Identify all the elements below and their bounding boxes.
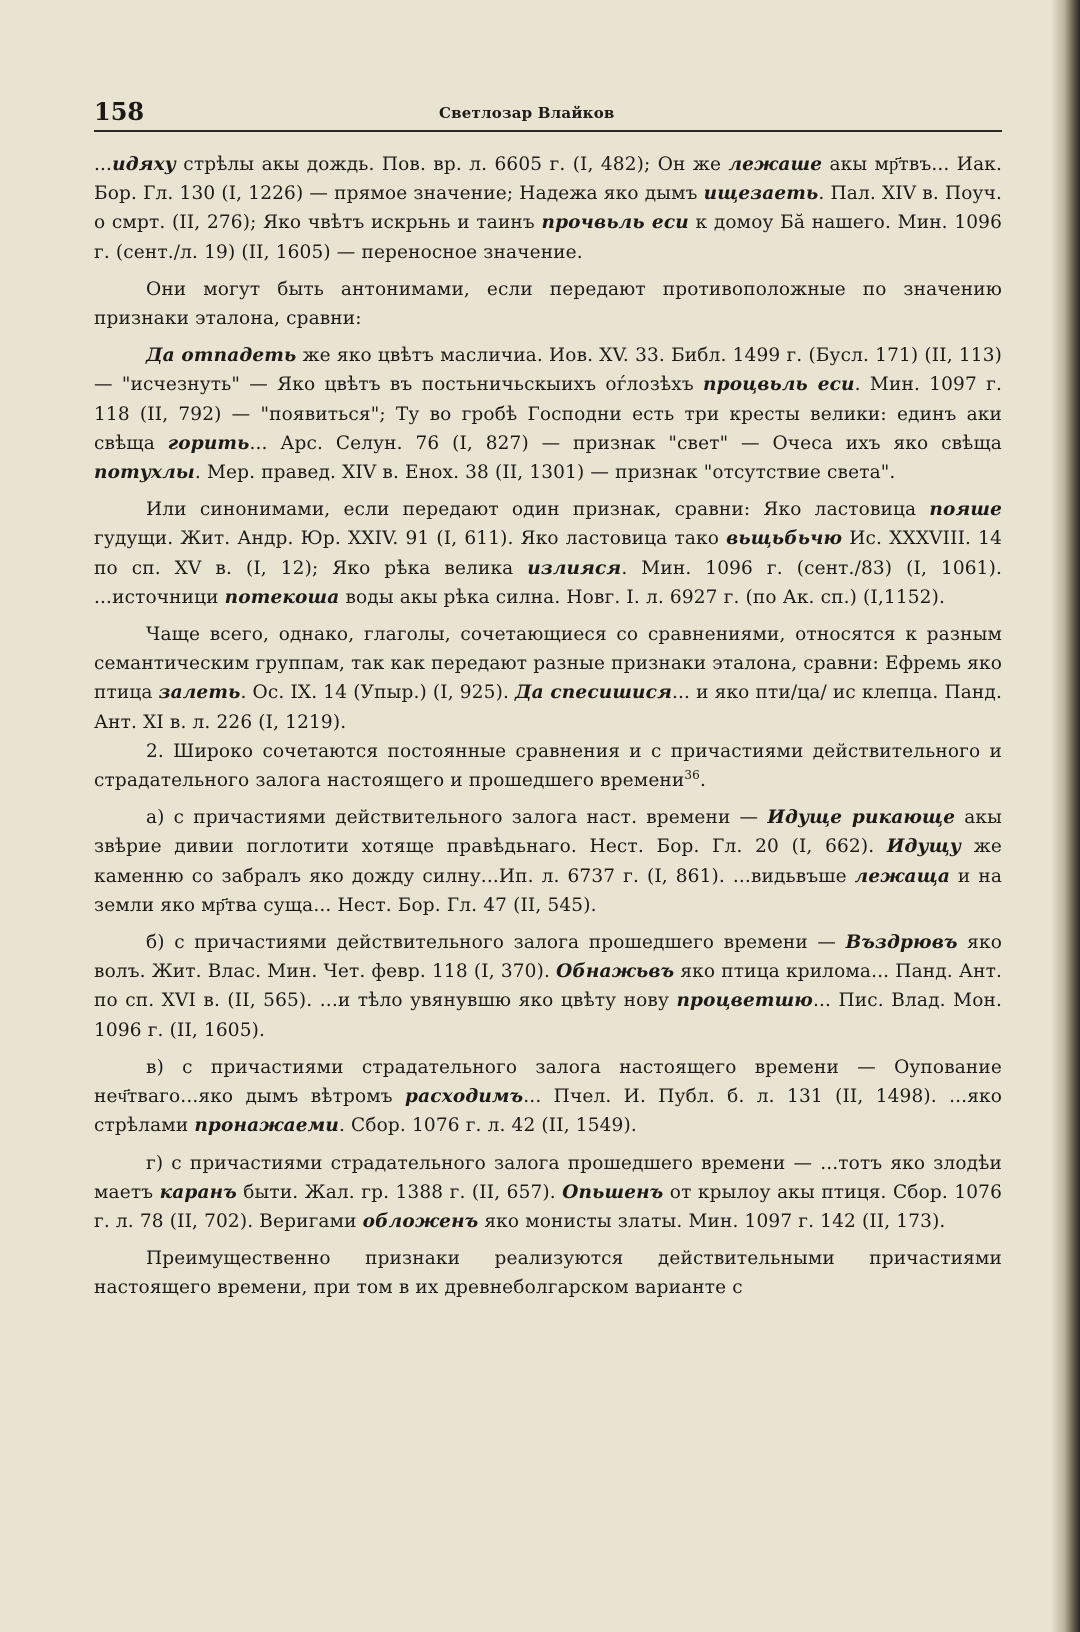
book-spine-shadow (1052, 0, 1080, 1632)
italic-run: Идущу (886, 836, 962, 858)
text-run: яко птица крилома... Панд. Ант. по сп. XVI в. (II, 565). ...и тѣло увянувшю яко цвѣту нову (94, 961, 1002, 1012)
book-page (94, 90, 1002, 1303)
text-run: к домоу Бӑ нашего. Мин. 1096 г. (сент./л. 19) (II, 1605) — переносное значение. (94, 212, 1003, 263)
paragraph-2 (94, 275, 1002, 333)
text-run: б) с причастиями действительного залога прошедшего времени — (146, 932, 846, 954)
text-run: ... Пис. Влад. Мон. 1096 г. (II, 1605). (94, 990, 1002, 1041)
italic-run: обложенъ (362, 1210, 479, 1232)
text-run: . Мин. 1096 г. (сент./83) (I, 1061). ...источници (94, 557, 1002, 608)
italic-run: горить (167, 432, 250, 454)
italic-run: вьщьбьчю (726, 528, 843, 550)
italic-run: пронажаеми (194, 1115, 339, 1137)
italic-run: каранъ (159, 1181, 237, 1203)
text-run: . Пал. XIV в. Поуч. о смрт. (II, 276); Яко чвѣтъ искрьнь и таинъ (94, 183, 1002, 234)
text-run: . Мин. 1097 г. 118 (II, 792) — "появиться"; Ту во гробѣ Господни есть три кресты велики: единъ аки свѣща (94, 374, 1002, 454)
text-run: ... Арс. Селун. 76 (I, 827) — признак "свет" — Очеса ихъ яко свѣща (249, 432, 1002, 454)
paragraph-8 (94, 928, 1002, 1045)
italic-run: залеть (158, 682, 241, 704)
paragraph-4 (94, 495, 1002, 612)
italic-run: излияся (527, 557, 622, 579)
text-run: и на земли яко мр҃тва суща... Нест. Бор. Гл. 47 (II, 545). (94, 865, 1003, 916)
text-run: 2. Широко сочетаются постоянные сравнения и с причастиями действительного и страдательного залога настоящего и прошедшего времени (94, 740, 1002, 792)
text-run: а) с причастиями действительного залога наст. времени — (146, 807, 768, 829)
paragraph-11 (94, 1244, 1002, 1302)
text-run: . Ос. IX. 14 (Упыр.) (I, 925). (240, 682, 516, 704)
italic-run: расходимъ (405, 1086, 524, 1108)
page-header (94, 90, 1002, 132)
italic-run: потухлы (94, 462, 195, 484)
paragraph-9 (94, 1053, 1002, 1141)
text-run: акы звѣрие дивии поглотити хотяще правѣдьнаго. Нест. Бор. Гл. 20 (I, 662). (94, 807, 1002, 858)
text-run: ... и яко пти/ца/ ис клепца. Панд. Ант. XI в. л. 226 (I, 1219). (94, 682, 1002, 733)
italic-run: лежаше (728, 154, 823, 175)
text-run: воды акы рѣка силна. Новг. I. л. 6927 г. (по Ак. сп.) (I,1152). (339, 586, 945, 608)
page-number: 158 (94, 97, 145, 126)
running-title: Светлозар Влайков (439, 104, 615, 122)
text-run: от крылоу акы птиця. Сбор. 1076 г. л. 78 (II, 702). Веригами (94, 1181, 1003, 1232)
italic-run: прочвьль еси (541, 212, 689, 234)
text-run: быти. Жал. гр. 1388 г. (II, 657). (236, 1181, 563, 1203)
italic-run: Идуще рикающе (767, 807, 956, 829)
text-run: же яко цвѣтъ масличиа. Иов. XV. 33. Библ. 1499 г. (Бусл. 171) (II, 113) — "исчезнуть" — Яко цвѣтъ въ постьничьскыихъ оѓлозѣхъ (94, 345, 1002, 396)
paragraph-6-end: . (699, 770, 706, 792)
text-run: ... Пчел. И. Публ. б. л. 131 (II, 1498). ...яко стрѣлами (94, 1086, 1003, 1137)
paragraph-10 (94, 1149, 1002, 1237)
italic-run: Обнажьвъ (556, 961, 675, 983)
text-run: акы мр҃твъ... Иак. Бор. Гл. 130 (I, 1226) — прямое значение; Надежа яко дымъ (94, 154, 1002, 205)
italic-run: потекоша (224, 586, 340, 608)
text-run: яко монисты златы. Мин. 1097 г. 142 (II, 173). (478, 1210, 946, 1232)
paragraph-7 (94, 803, 1002, 920)
text-run: ... (94, 154, 113, 175)
text-run: в) с причастиями страдательного залога настоящего времени — Оупование неч҃тваго...яко дымъ вѣтромъ (94, 1056, 1002, 1108)
text-run: стрѣлы акы дождь. Пов. вр. л. 6605 г. (I, 482); Он же (175, 154, 729, 175)
paragraph-1 (94, 150, 1002, 267)
italic-run: Въздрювъ (845, 932, 958, 954)
text-run: Преимущественно признаки реализуются действительными причастиями настоящего времени, при том в их древнеболгарском варианте с (94, 1248, 1002, 1299)
italic-run: Да отпадеть (146, 345, 297, 367)
paragraph-5 (94, 620, 1002, 737)
text-run: же каменню со забралъ яко дожду силну...Ип. л. 6737 г. (I, 861). ...видьвъше (94, 836, 1002, 887)
text-run: Ис. XXXVIII. 14 по сп. XV в. (I, 12); Яко рѣка велика (94, 528, 1002, 579)
paragraph-6 (94, 737, 1002, 795)
text-run: Или синонимами, если передают один признак, сравни: Яко ластовица (146, 499, 930, 521)
italic-run: Опьшенъ (562, 1181, 664, 1203)
text-run: . Мер. правед. XIV в. Енох. 38 (II, 1301) — признак "отсутствие света". (194, 462, 896, 484)
italic-run: Да спесишися (515, 682, 672, 704)
text-run: . Сбор. 1076 г. л. 42 (II, 1549). (338, 1115, 637, 1137)
text-run: гудущи. Жит. Андр. Юр. XXIV. 91 (I, 611). Яко ластовица тако (94, 528, 727, 550)
italic-run: идяху (112, 154, 176, 175)
paragraph-3 (94, 341, 1002, 487)
paragraph-6-text (94, 741, 1002, 791)
italic-run: лежаща (854, 865, 950, 887)
text-run: Чаще всего, однако, глаголы, сочетающиеся со сравнениями, относятся к разным семантическим группам, так как передают разные признаки эталона, сравни: Ефремь яко птица (94, 624, 1002, 704)
text-run: Они могут быть антонимами, если передают противоположные по значению признаки эталона, сравни: (94, 278, 1002, 330)
text-run: г) с причастиями страдательного залога прошедшего времени — ...тотъ яко злодѣи маетъ (94, 1152, 1002, 1203)
text-run: яко волъ. Жит. Влас. Мин. Чет. февр. 118 (I, 370). (94, 932, 1002, 983)
italic-run: ищезаеть (703, 183, 819, 205)
body-text (94, 150, 1002, 1303)
italic-run: процветшю (676, 990, 813, 1012)
italic-run: пояше (929, 499, 1002, 521)
footnote-marker: 36 (684, 767, 700, 782)
italic-run: процвьль еси (703, 374, 855, 396)
